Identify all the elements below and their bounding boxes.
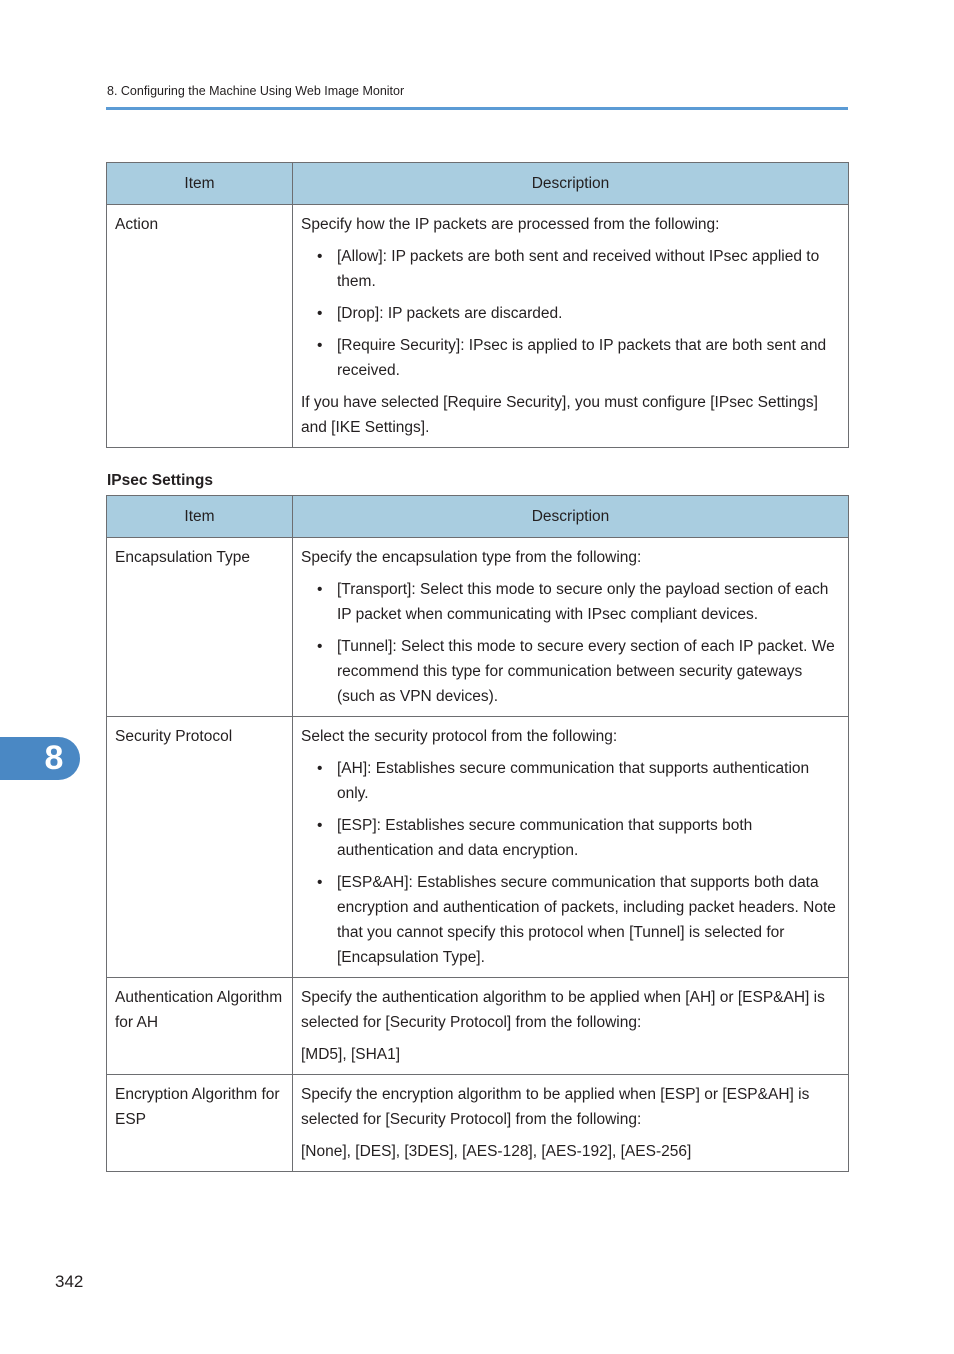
table-header-row xyxy=(107,496,849,538)
description-intro: Specify how the IP packets are processed from the following: xyxy=(301,216,720,233)
list-item: • [Transport]: Select this mode to secure only the payload section of each IP packet when communicating with IPsec compliant devices. xyxy=(301,577,840,627)
list-item: • [Tunnel]: Select this mode to secure every section of each IP packet. We recommend this type for communication between security gateways (such as VPN devices). xyxy=(301,634,840,709)
description-note: If you have selected [Require Security], you must configure [IPsec Settings] and [IKE Settings]. xyxy=(301,394,818,436)
description-intro: Specify the encryption algorithm to be applied when [ESP] or [ESP&AH] is selected for [Security Protocol] from the following: xyxy=(301,1086,810,1128)
description-cell xyxy=(293,978,849,1075)
table-row xyxy=(107,717,849,978)
column-header-item: Item xyxy=(107,496,293,538)
table-row xyxy=(107,1075,849,1172)
option-list xyxy=(301,577,840,709)
table-row xyxy=(107,978,849,1075)
column-header-description: Description xyxy=(293,163,849,205)
description-intro: Specify the authentication algorithm to be applied when [AH] or [ESP&AH] is selected for [Security Protocol] from the following: xyxy=(301,989,825,1031)
option-list xyxy=(301,244,840,383)
chapter-tab: 8 xyxy=(0,737,80,780)
section-heading: IPsec Settings xyxy=(107,472,213,489)
item-cell: Authentication Algorithm for AH xyxy=(107,978,293,1075)
description-cell xyxy=(293,205,849,448)
item-cell: Security Protocol xyxy=(107,717,293,978)
table-row xyxy=(107,205,849,448)
running-header: 8. Configuring the Machine Using Web Image Monitor xyxy=(107,84,405,98)
action-table xyxy=(106,162,849,448)
list-item: • [AH]: Establishes secure communication that supports authentication only. xyxy=(301,756,840,806)
item-cell: Encapsulation Type xyxy=(107,538,293,717)
header-rule xyxy=(106,107,848,110)
option-values: [MD5], [SHA1] xyxy=(301,1046,401,1063)
column-header-item: Item xyxy=(107,163,293,205)
list-item: • [Drop]: IP packets are discarded. xyxy=(301,301,840,326)
column-header-description: Description xyxy=(293,496,849,538)
description-cell xyxy=(293,717,849,978)
description-intro: Select the security protocol from the following: xyxy=(301,728,618,745)
list-item: • [ESP]: Establishes secure communication that supports both authentication and data encryption. xyxy=(301,813,840,863)
item-cell: Action xyxy=(107,205,293,448)
table-row xyxy=(107,538,849,717)
item-cell: Encryption Algorithm for ESP xyxy=(107,1075,293,1172)
option-values: [None], [DES], [3DES], [AES-128], [AES-192], [AES-256] xyxy=(301,1143,692,1160)
list-item: • [Allow]: IP packets are both sent and received without IPsec applied to them. xyxy=(301,244,840,294)
description-intro: Specify the encapsulation type from the following: xyxy=(301,549,642,566)
page-number: 342 xyxy=(55,1272,84,1291)
ipsec-settings-table xyxy=(106,495,849,1172)
table-header-row xyxy=(107,163,849,205)
description-cell xyxy=(293,1075,849,1172)
option-list xyxy=(301,756,840,970)
description-cell xyxy=(293,538,849,717)
list-item: • [ESP&AH]: Establishes secure communication that supports both data encryption and authentication of packets, including packet headers. Note that you cannot specify this protocol when [Tunnel] is selected for [Encapsulation Type]. xyxy=(301,870,840,970)
list-item: • [Require Security]: IPsec is applied to IP packets that are both sent and received. xyxy=(301,333,840,383)
